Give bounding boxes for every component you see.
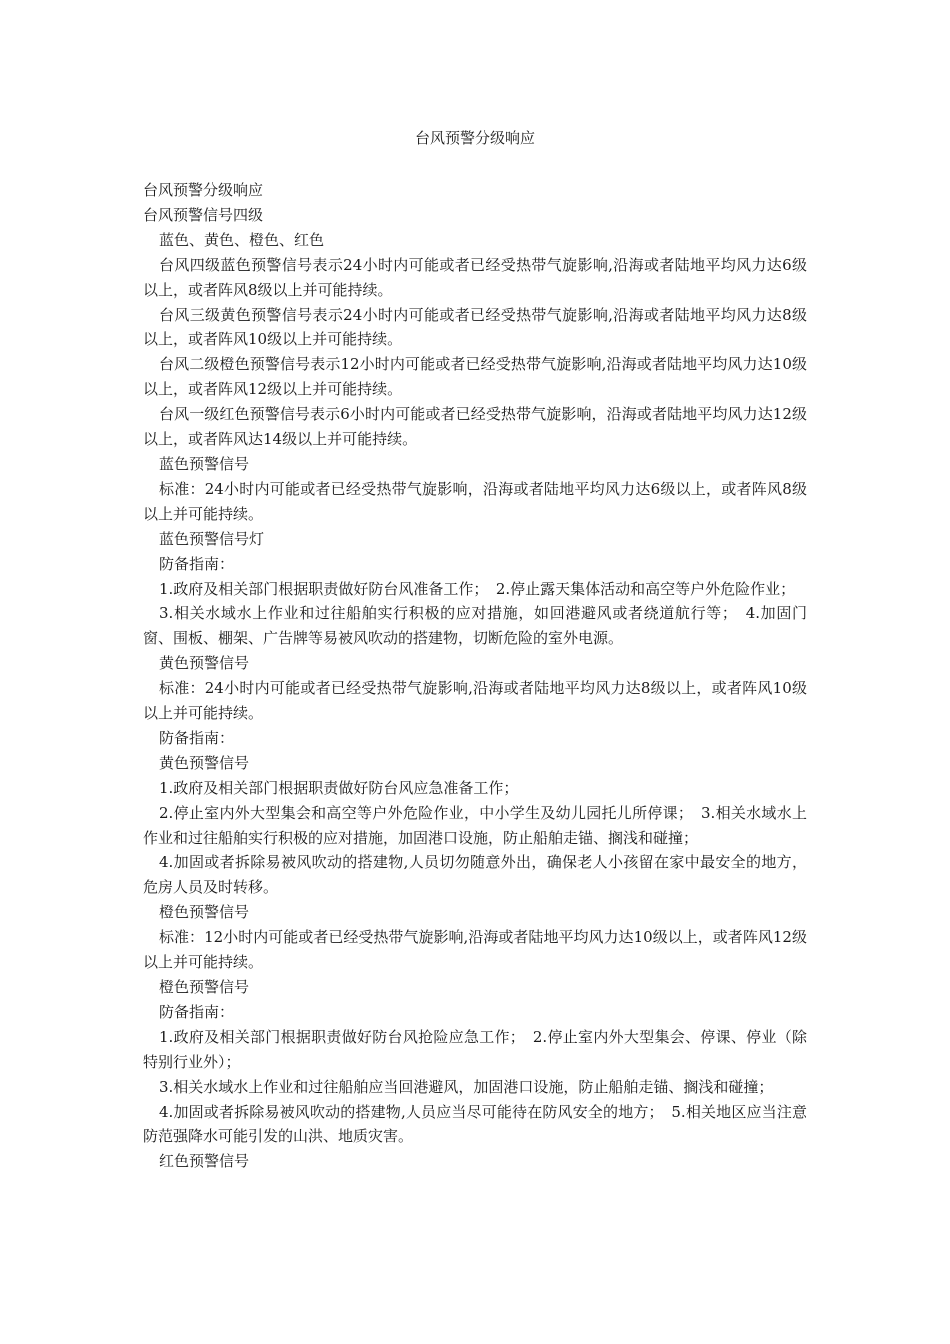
section-heading-yellow: 黄色预警信号 (159, 654, 250, 673)
paragraph-yellow-guide-2: 2.停止室内外大型集会和高空等户外危险作业，中小学生及幼儿园托儿所停课； 3.相关水域水上作业和过往船舶实行积极的应对措施，加固港口设施，防止船舶走锚、搁浅和碰撞； (143, 803, 807, 847)
document-body (143, 178, 807, 1174)
paragraph-guide-label: 防备指南： (159, 728, 235, 747)
paragraph-orange-guide-1: 1.政府及相关部门根据职责做好防台风抢险应急工作； 2.停止室内外大型集会、停课、停业（除特别行业外）； (143, 1027, 807, 1071)
paragraph-yellow-guide-1: 1.政府及相关部门根据职责做好防台风应急准备工作； (159, 778, 519, 797)
paragraph-heading: 台风预警分级响应 (143, 181, 264, 199)
paragraph-guide-label: 防备指南： (159, 1002, 235, 1021)
paragraph-yellow-guide-3: 4.加固或者拆除易被风吹动的搭建物,人员切勿随意外出，确保老人小孩留在家中最安全的地方，危房人员及时转移。 (143, 853, 807, 897)
paragraph-blue-guide-1: 1.政府及相关部门根据职责做好防台风准备工作； 2.停止露天集体活动和高空等户外危险作业； (159, 579, 796, 598)
paragraph-yellow-level: 台风三级黄色预警信号表示24小时内可能或者已经受热带气旋影响,沿海或者陆地平均风力达8级以上，或者阵风10级以上并可能持续。 (143, 305, 807, 349)
paragraph-yellow-standard: 标准：24小时内可能或者已经受热带气旋影响,沿海或者陆地平均风力达8级以上，或者阵风10级以上并可能持续。 (143, 679, 807, 723)
paragraph-blue-guide-2: 3.相关水域水上作业和过往船舶实行积极的应对措施，如回港避风或者绕道航行等； 4.加固门窗、围板、棚架、广告牌等易被风吹动的搭建物，切断危险的室外电源。 (143, 604, 807, 648)
section-heading-red: 红色预警信号 (159, 1152, 250, 1171)
paragraph-levels: 蓝色、黄色、橙色、红色 (159, 230, 325, 249)
paragraph-red-level: 台风一级红色预警信号表示6小时内可能或者已经受热带气旋影响，沿海或者陆地平均风力达12级以上，或者阵风达14级以上并可能持续。 (143, 405, 807, 449)
paragraph-orange-guide-2: 3.相关水域水上作业和过往船舶应当回港避风，加固港口设施，防止船舶走锚、搁浅和碰撞； (159, 1077, 774, 1096)
paragraph-yellow-signal: 黄色预警信号 (159, 753, 250, 772)
paragraph-guide-label: 防备指南： (159, 554, 235, 573)
paragraph-subheading: 台风预警信号四级 (143, 205, 264, 224)
paragraph-orange-guide-3: 4.加固或者拆除易被风吹动的搭建物,人员应当尽可能待在防风安全的地方； 5.相关地区应当注意防范强降水可能引发的山洪、地质灾害。 (143, 1102, 807, 1146)
paragraph-orange-signal: 橙色预警信号 (159, 978, 250, 996)
paragraph-orange-standard: 标准：12小时内可能或者已经受热带气旋影响,沿海或者陆地平均风力达10级以上，或者阵风12级以上并可能持续。 (143, 928, 807, 972)
paragraph-orange-level: 台风二级橙色预警信号表示12小时内可能或者已经受热带气旋影响,沿海或者陆地平均风力达10级以上，或者阵风12级以上并可能持续。 (143, 355, 807, 399)
document-title: 台风预警分级响应 (414, 129, 535, 147)
paragraph-blue-level: 台风四级蓝色预警信号表示24小时内可能或者已经受热带气旋影响,沿海或者陆地平均风力达6级以上，或者阵风8级以上并可能持续。 (143, 255, 807, 299)
section-heading-blue: 蓝色预警信号 (159, 454, 250, 473)
paragraph-blue-standard: 标准：24小时内可能或者已经受热带气旋影响，沿海或者陆地平均风力达6级以上，或者阵风8级以上并可能持续。 (143, 479, 807, 523)
section-heading-orange: 橙色预警信号 (159, 903, 250, 922)
paragraph-blue-signal-light: 蓝色预警信号灯 (159, 529, 265, 548)
